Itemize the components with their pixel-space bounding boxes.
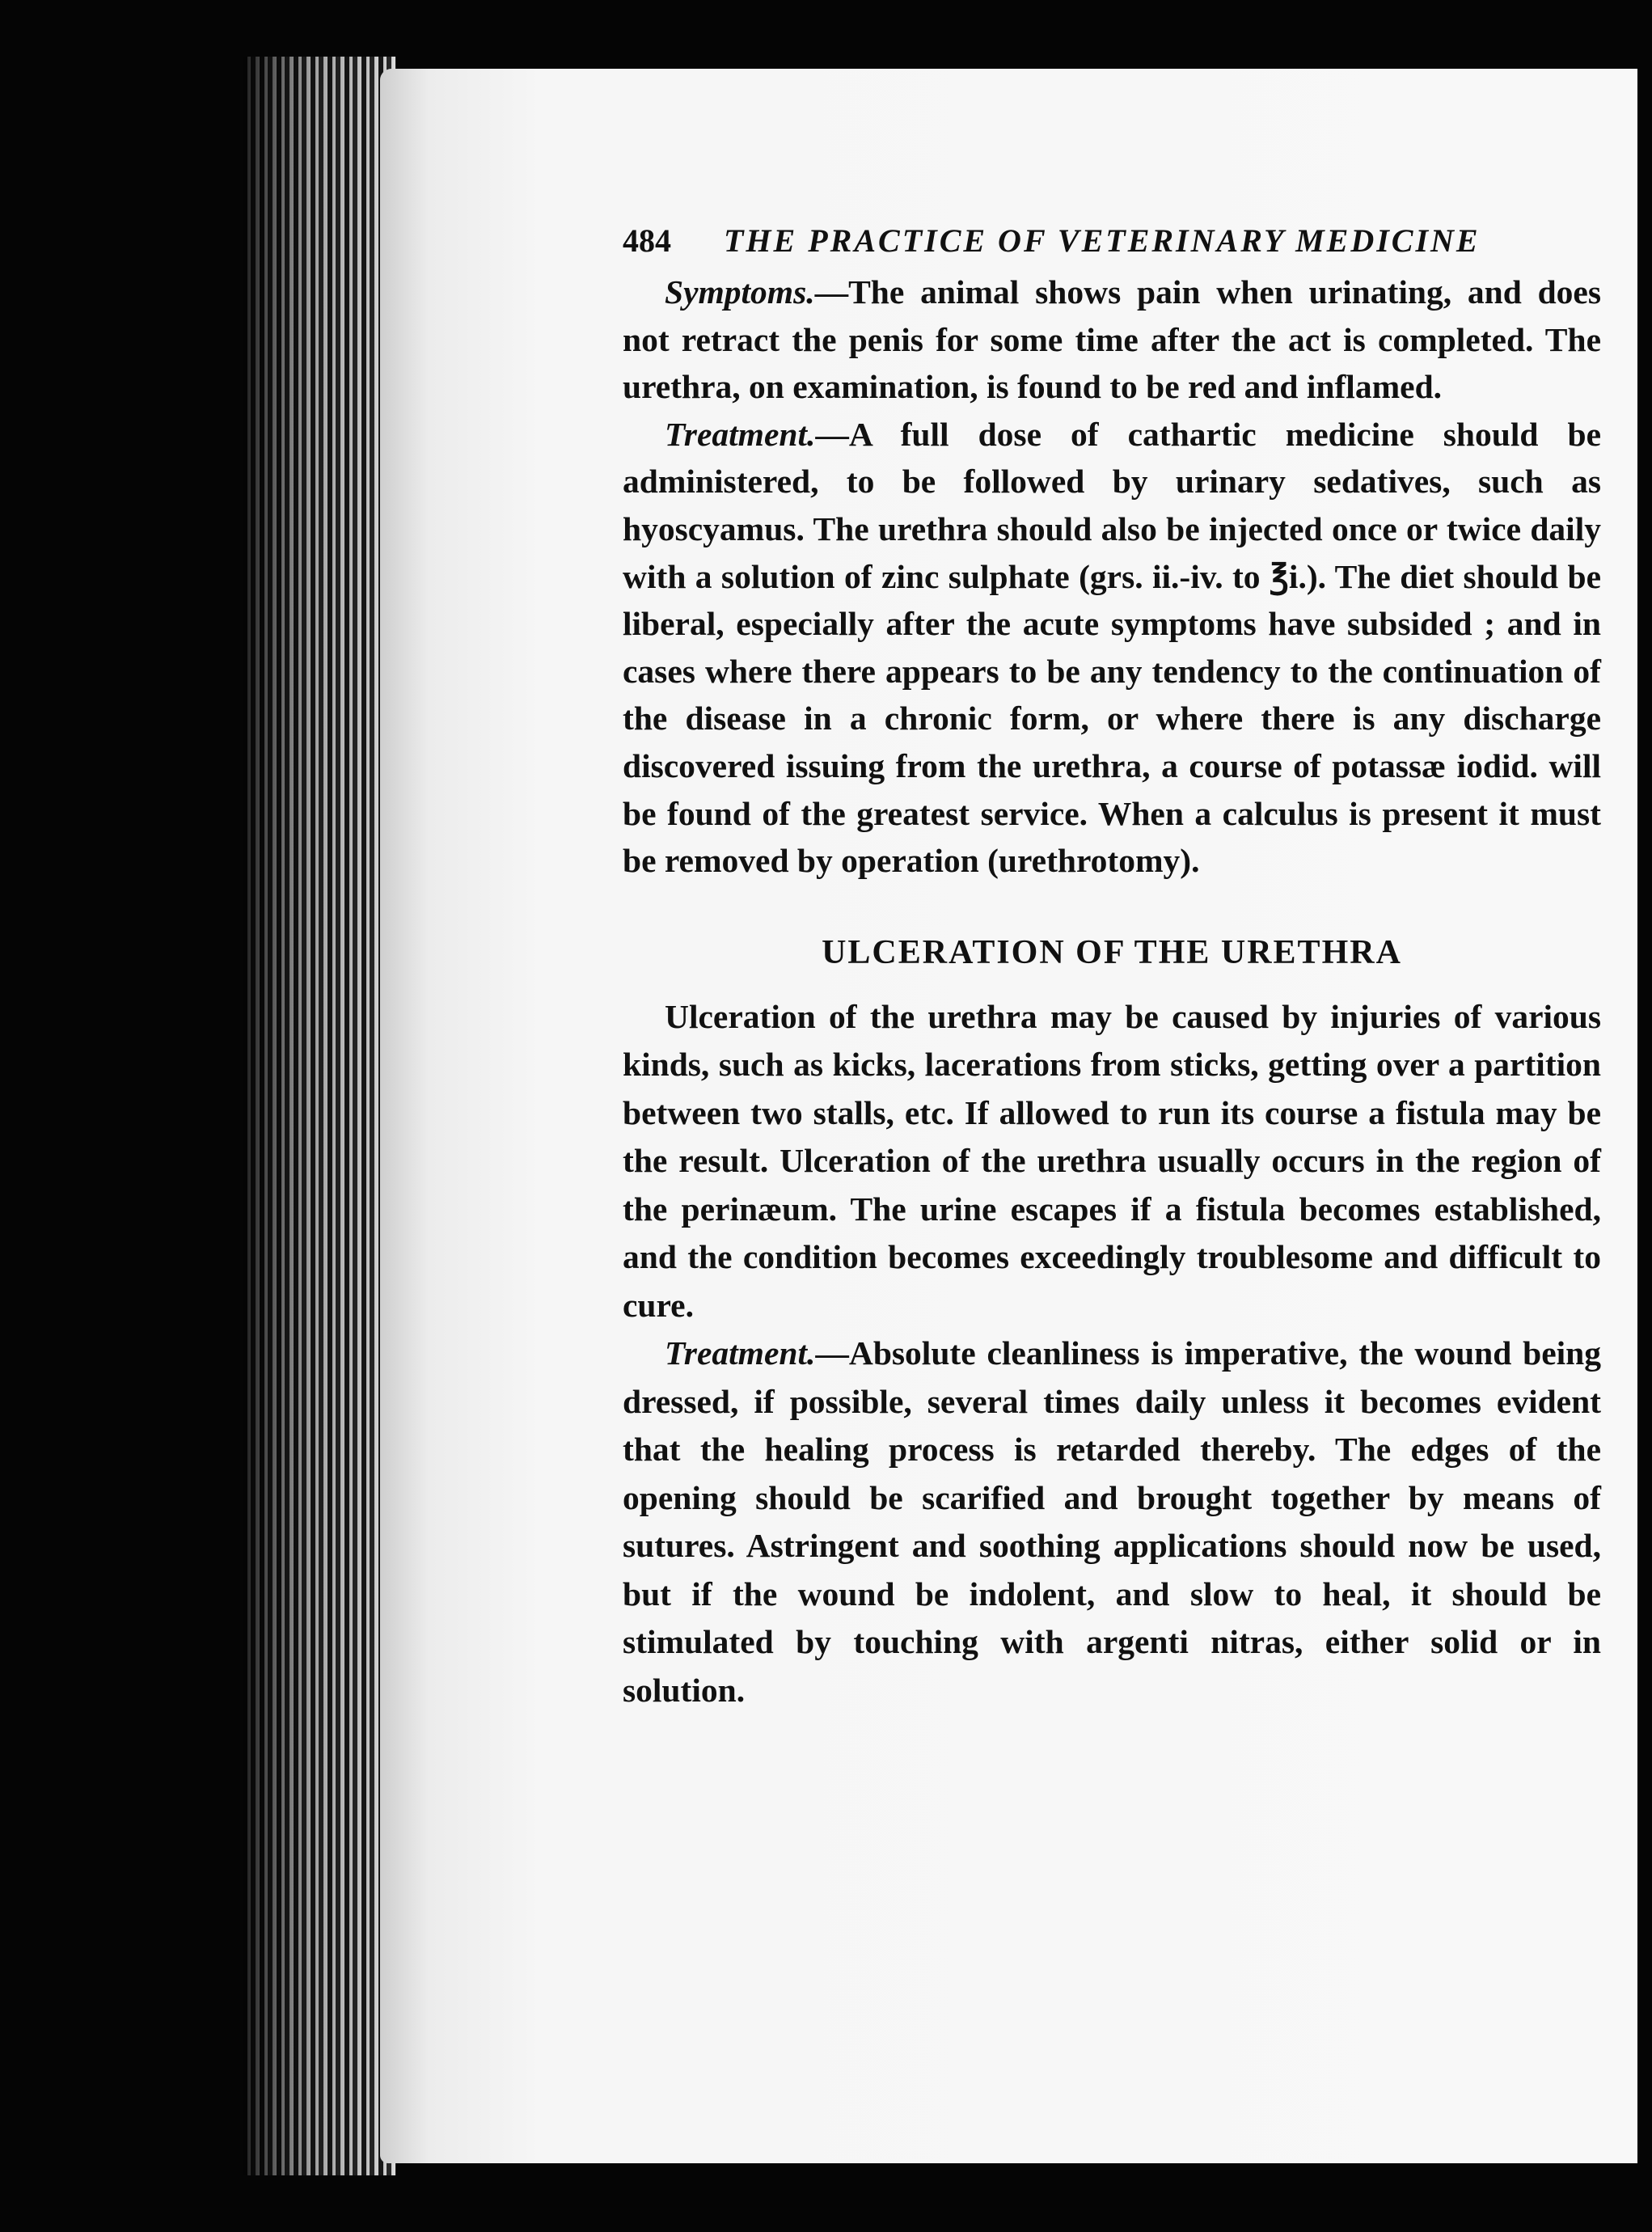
paragraph-lead: Symptoms. — [665, 273, 815, 311]
paragraph-body: —A full dose of cathartic medicine should be administered, to be followed by urinary sedatives, such as hyoscyamus. The urethra should also be injected once or twice daily with a solution of zinc sulphate (grs. ii.-iv. to ℥i.). The diet should be liberal, especially after the acute symptoms have subsided ; and in cases where there appears to be any tendency to the continuation of the disease in a chronic form, or where there is any discharge discovered issuing from the urethra, a course of potassæ iodid. will be found of the greatest service. When a calculus is present it must be removed by operation (urethrotomy). — [623, 415, 1601, 880]
paragraph-lead: Treatment. — [665, 1334, 816, 1372]
running-title: THE PRACTICE OF VETERINARY MEDICINE — [724, 222, 1481, 259]
page-number: 484 — [623, 222, 671, 259]
paragraph-body: —The animal shows pain when urinating, and does not retract the penis for some time after the act is completed. The urethra, on examination, is found to be red and inflamed. — [623, 273, 1601, 406]
paragraph-body: Ulceration of the urethra may be caused by injuries of various kinds, such as kicks, lacerations from sticks, getting over a partition between two stalls, etc. If allowed to run its course a fistula may be the result. Ulceration of the urethra usually occurs in the region of the perinæum. The urine escapes if a fistula becomes established, and the condition becomes exceedingly troublesome and difficult to cure. — [623, 997, 1601, 1324]
running-head — [623, 212, 1601, 268]
paragraph-symptoms — [623, 268, 1601, 411]
paragraph-body: —Absolute cleanliness is imperative, the wound being dressed, if possible, several times daily unless it becomes evident that the healing process is retarded thereby. The edges of the opening should be scarified and brought together by means of sutures. Astringent and soothing applications should now be used, but if the wound be indolent, and slow to heal, it should be stimulated by touching with argenti nitras, either solid or in solution. — [623, 1334, 1601, 1709]
paragraph-lead: Treatment. — [665, 415, 816, 453]
paragraph-ulceration — [623, 993, 1601, 1330]
paragraph-ulceration-treatment — [623, 1329, 1601, 1714]
page-text — [623, 212, 1601, 1714]
section-heading: ULCERATION OF THE URETHRA — [822, 933, 1402, 971]
binding-shadow — [243, 57, 396, 2175]
paragraph-treatment — [623, 411, 1601, 885]
